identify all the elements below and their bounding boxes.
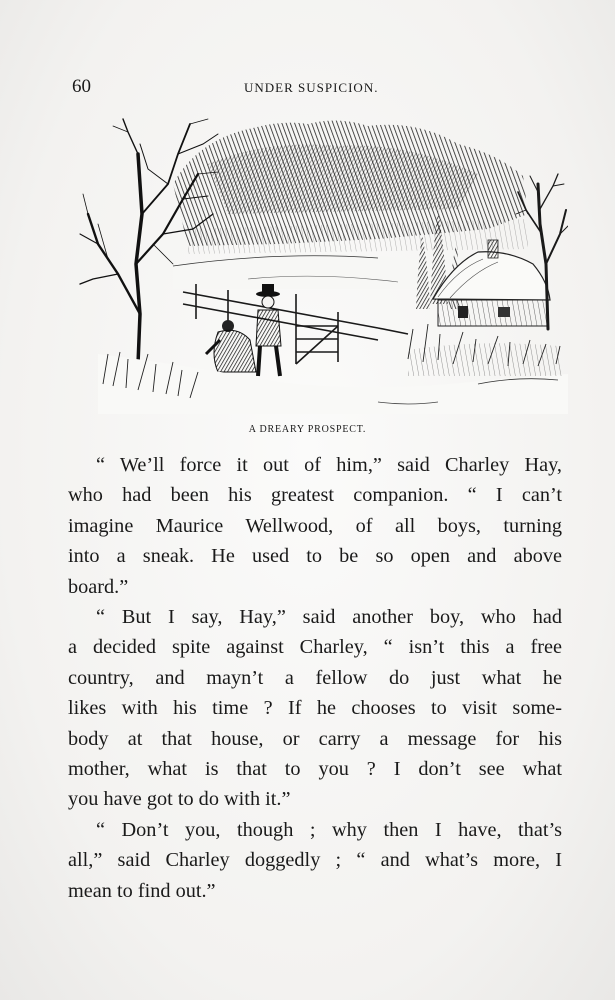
- text-line: “ Don’t you, though ; why then I have, that’s: [96, 818, 562, 841]
- thatched-cottage-shape: [433, 252, 550, 300]
- text-line: into a sneak. He used to be so open and above: [68, 545, 562, 568]
- paragraph: [68, 450, 562, 602]
- text-line: mean to find out.”: [68, 879, 216, 902]
- running-title: UNDER SUSPICION.: [244, 80, 379, 95]
- standing-figure: [256, 284, 281, 376]
- paragraph: [68, 815, 562, 906]
- text-line: you have got to do with it.”: [68, 788, 291, 811]
- text-line: all,” said Charley doggedly ; “ and what’s more, I: [68, 849, 562, 872]
- text-line: board.”: [68, 575, 129, 598]
- text-line: a decided spite against Charley, “ isn’t this a free: [68, 636, 562, 659]
- engraving-illustration: [78, 114, 568, 414]
- page-number: 60: [72, 76, 91, 97]
- text-line: imagine Maurice Wellwood, of all boys, turning: [68, 514, 562, 537]
- running-head: [72, 76, 562, 100]
- text-line: mother, what is that to you ? I don’t see what: [68, 758, 562, 781]
- illustration-caption: A DREARY PROSPECT.: [248, 424, 367, 435]
- text-line: “ We’ll force it out of him,” said Charley Hay,: [96, 454, 562, 476]
- body-text: [68, 450, 562, 906]
- text-line: “ But I say, Hay,” said another boy, who had: [96, 606, 562, 629]
- text-line: likes with his time ? If he chooses to visit some-: [68, 697, 562, 720]
- crouching-figure: [206, 320, 256, 372]
- text-line: body at that house, or carry a message for his: [68, 727, 562, 750]
- text-line: who had been his greatest companion. “ I can’t: [68, 484, 562, 507]
- text-line: country, and mayn’t a fellow do just what he: [68, 666, 562, 689]
- paragraph: [68, 602, 562, 815]
